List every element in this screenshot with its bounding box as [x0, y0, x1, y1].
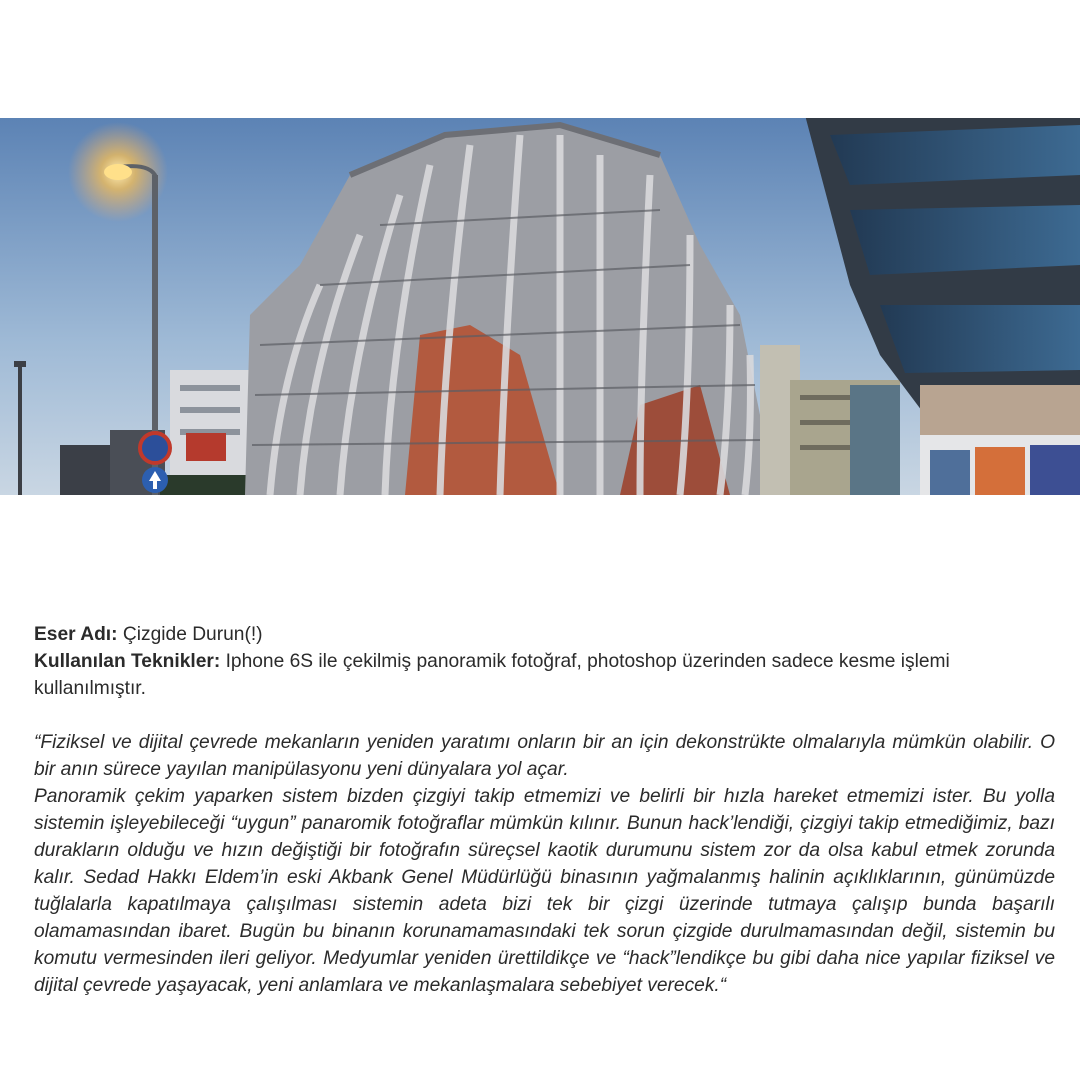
artwork-title-label: Eser Adı: [34, 624, 118, 645]
techniques-label: Kullanılan Teknikler: [34, 651, 221, 672]
artwork-title-value: Çizgide Durun(!) [122, 624, 263, 645]
artwork-title-line [34, 621, 1055, 648]
statement-paragraph-2: Panoramik çekim yaparken sistem bizden çizgiyi takip etmemizi ve belirli bir hızla hareket etmemizi ister. Bu yolla sistemin işleyebileceği “uygun” panaromik fotoğraflar mümkün kılınır. Bunun hack’lendiği, çizgiyi takip etmediğimiz, bazı durakların olduğu ve hızın değiştiği bir fotoğrafın süreçsel kaotik durumunu sistem zor da olsa kabul etmek zorunda kalır. Sedad Hakkı Eldem’in eski Akbank Genel Müdürlüğü binasının yağmalanmış halinin açıklıklarının, günümüzde tuğlalarla kapatılmaya çalışılması sistemin adeta bizi tek bir çizgi üzerinde tutmaya çalışıp bunda başarılı olamamasından ibaret. Bugün bu binanın korunamamasındaki tek sorun çizgide durulmamasından değil, sistemin bu komutu vermesinden ileri geliyor. Medyumlar yeniden ürettildikçe ve “hack”lendikçe bu gibi daha nice yapılar fiziksel ve dijital çevrede yaşayacak, yeni anlamlara ve mekanlaşmalara sebebiyet verecek.“ [34, 786, 1055, 996]
techniques-value: Iphone 6S ile çekilmiş panoramik fotoğraf, photoshop üzerinden sadece kesme işlemi kullanılmıştır. [34, 651, 950, 699]
artist-statement [34, 729, 1055, 999]
crop-edge [0, 115, 1080, 118]
statement-paragraph-1: “Fiziksel ve dijital çevrede mekanların yeniden yaratımı onların bir an için dekonstrükte olmalarıyla mümkün olabilir. O bir anın sürece yayılan manipülasyonu yeni dünyalara yol açar. [34, 732, 1055, 780]
panorama-photo [0, 115, 1080, 495]
caption-block [34, 621, 1055, 999]
techniques-line [34, 648, 1055, 702]
